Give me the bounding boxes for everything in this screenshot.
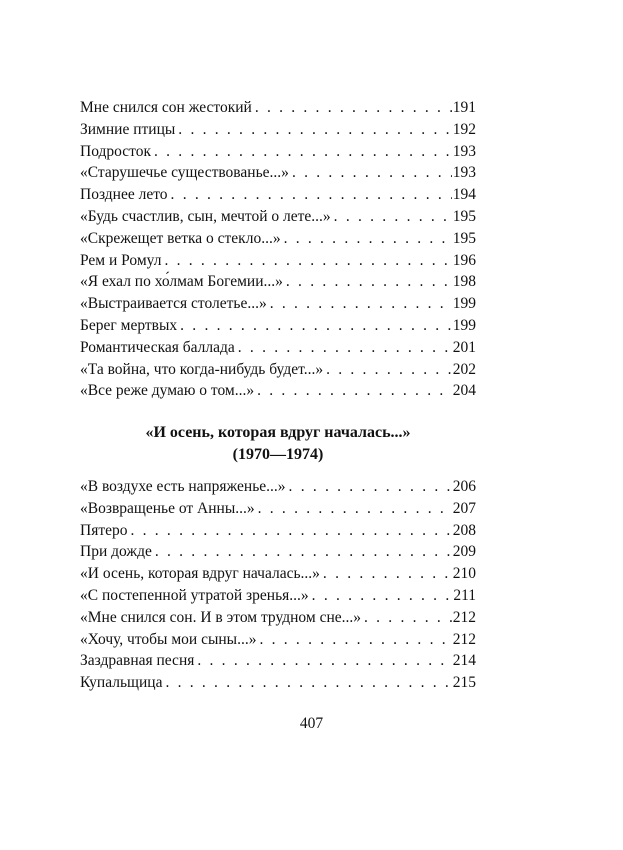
toc-entry (80, 97, 476, 119)
toc-entry-title: «Мне снился сон. И в этом трудном сне...» (80, 608, 361, 626)
toc-entry-title: Мне снился сон жестокий (80, 99, 252, 116)
toc-entry (80, 563, 476, 585)
toc-entry (80, 141, 476, 163)
toc-entry-page: 212 (452, 630, 476, 648)
dot-leader (197, 650, 451, 672)
dot-leader (180, 315, 452, 337)
dot-leader (165, 672, 451, 694)
toc-entry-page: 199 (452, 316, 476, 334)
toc-entry-page: 202 (452, 360, 476, 378)
toc-entry (80, 672, 476, 694)
dot-leader (259, 629, 451, 651)
dot-leader (364, 607, 452, 629)
toc-entry-title: Берег мертвых (80, 316, 178, 334)
dot-leader (258, 498, 452, 520)
toc-entry-page: 211 (453, 586, 476, 604)
dot-leader (292, 162, 452, 184)
toc-entry (80, 315, 476, 337)
toc-entry-title: При дожде (80, 543, 152, 561)
dot-leader (164, 250, 451, 272)
dot-leader (171, 184, 452, 206)
toc-entry (80, 250, 476, 272)
toc-entry-title: «Выстраивается столетье...» (80, 295, 267, 313)
toc-entry (80, 520, 476, 542)
toc-entry-page: 199 (452, 295, 476, 313)
page-number: 407 (299, 715, 324, 732)
toc-entry-page: 194 (452, 186, 476, 204)
toc-entry-page: 195 (452, 229, 476, 247)
toc-entry-page: 192 (452, 120, 476, 138)
toc-entry-title: Зимние птицы (80, 120, 176, 138)
toc-entry-page: 195 (452, 207, 476, 225)
toc-entry-page: 209 (452, 543, 476, 561)
dot-leader (284, 228, 452, 250)
toc-entry (80, 293, 476, 315)
toc-list (80, 476, 476, 694)
dot-leader (289, 476, 452, 498)
toc-entry (80, 541, 476, 563)
toc-entry-title: «Будь счастлив, сын, мечтой о лете...» (80, 207, 331, 225)
dot-leader (154, 141, 452, 163)
dot-leader (312, 585, 453, 607)
dot-leader (130, 520, 451, 542)
toc-entry (80, 119, 476, 141)
dot-leader (155, 541, 452, 563)
toc-entry-title: «Все реже думаю о том...» (80, 382, 255, 400)
toc-entry-title: «Та война, что когда-нибудь будет...» (80, 360, 324, 378)
dot-leader (286, 271, 452, 293)
dot-leader (270, 293, 452, 315)
toc-entry-title: «Скрежещет ветка о стекло...» (80, 229, 281, 247)
toc-entry-page: 193 (452, 164, 476, 182)
toc-entry (80, 271, 476, 293)
toc-entry-page: 201 (452, 338, 476, 356)
toc-entry (80, 629, 476, 651)
toc-entry-page: 196 (452, 251, 476, 269)
toc-entry (80, 359, 476, 381)
toc-entry (80, 228, 476, 250)
dot-leader (255, 97, 452, 119)
dot-leader (326, 359, 452, 381)
toc-entry-title: «Я ехал по хо́лмам Богемии...» (80, 273, 283, 291)
toc-entry-title: Романтическая баллада (80, 338, 235, 356)
section-title: «И осень, которая вдруг началась...» (145, 424, 411, 441)
toc-entry (80, 162, 476, 184)
toc-entry-title: Заздравная песня (80, 652, 195, 670)
toc-entry (80, 380, 476, 402)
toc-entry-page: 207 (452, 499, 476, 517)
dot-leader (238, 337, 452, 359)
toc-entry (80, 337, 476, 359)
toc-entry (80, 607, 476, 629)
toc-entry-title: «Возвращенье от Анны...» (80, 499, 255, 517)
toc-entry-title: «С постепенной утратой зренья...» (80, 586, 309, 604)
toc-entry-title: «Старушечье существованье...» (80, 164, 289, 182)
dot-leader (257, 380, 452, 402)
toc-entry-title: Позднее лето (80, 186, 168, 204)
dot-leader (323, 563, 452, 585)
toc-entry-page: 206 (452, 478, 476, 495)
toc-entry (80, 184, 476, 206)
toc-entry-page: 212 (452, 608, 476, 626)
toc-entry-page: 208 (452, 521, 476, 539)
toc-entry-title: Пятеро (80, 521, 128, 539)
toc-entry (80, 498, 476, 520)
toc-entry-title: Рем и Ромул (80, 251, 162, 269)
toc-entry (80, 585, 476, 607)
toc-entry-title: Купальщица (80, 674, 163, 692)
toc-entry-page: 214 (452, 652, 476, 670)
toc-entry (80, 476, 476, 498)
section-years: (1970—1974) (232, 446, 324, 463)
toc-entry (80, 650, 476, 672)
toc-entry-title: «Хочу, чтобы мои сыны...» (80, 630, 257, 648)
toc-entry (80, 206, 476, 228)
section-heading (80, 422, 476, 466)
dot-leader (334, 206, 452, 228)
toc-entry-page: 193 (452, 142, 476, 160)
toc-entry-title: Подросток (80, 142, 151, 160)
toc-entry-page: 210 (452, 565, 476, 583)
toc-list (80, 97, 476, 402)
toc-entry-page: 215 (452, 674, 476, 692)
toc-entry-title: «В воздухе есть напряженье...» (80, 478, 286, 495)
toc-entry-page: 191 (452, 99, 476, 116)
toc-entry-page: 204 (452, 382, 476, 400)
dot-leader (178, 119, 451, 141)
toc-entry-page: 198 (452, 273, 476, 291)
toc-entry-title: «И осень, которая вдруг началась...» (80, 565, 320, 583)
